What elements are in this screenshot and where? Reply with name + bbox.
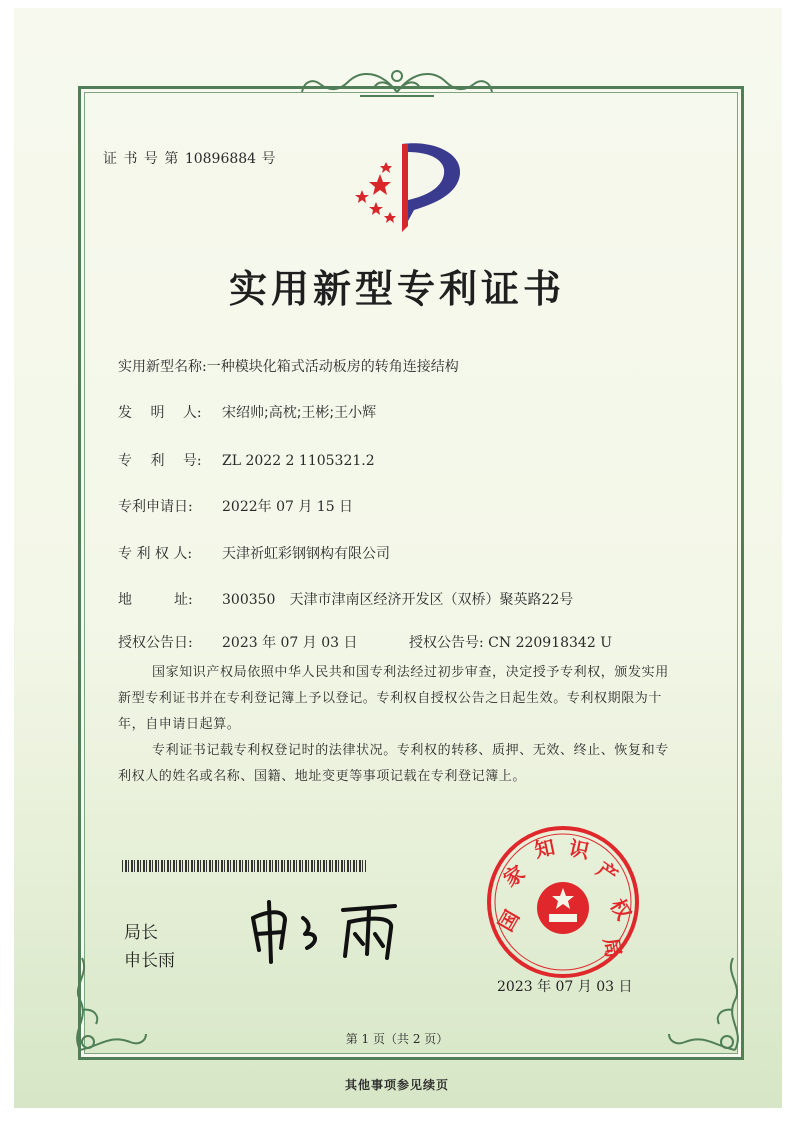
top-ornament	[300, 62, 494, 104]
grant-number-label: 授权公告号:	[409, 635, 484, 651]
grant-date-row	[118, 632, 358, 652]
official-seal	[483, 822, 643, 982]
patent-number-row	[118, 450, 375, 470]
page-number: 第 1 页（共 2 页）	[345, 1032, 449, 1046]
patent-number-value: ZL 2022 2 1105321.2	[222, 453, 375, 469]
barcode	[122, 860, 366, 872]
address-row	[118, 589, 573, 609]
utility-model-name-label: 实用新型名称:	[118, 359, 207, 375]
svg-text:局: 局	[598, 935, 626, 960]
filing-date-label: 专利申请日:	[118, 499, 193, 515]
grant-date-label: 授权公告日:	[118, 635, 193, 651]
patentee-value: 天津祈虹彩钢钢构有限公司	[222, 546, 390, 562]
grant-statement-paragraph: 国家知识产权局依照中华人民共和国专利法经过初步审查，决定授予专利权，颁发实用新型专利证书并在专利登记簿上予以登记。专利权自授权公告之日起生效。专利权期限为十年，自申请日起算。	[118, 665, 669, 732]
grant-number-value: CN 220918342 U	[488, 635, 612, 651]
certificate-number	[103, 148, 277, 168]
grant-number-row	[409, 632, 612, 652]
grant-date-value: 2023 年 07 月 03 日	[222, 635, 358, 651]
patent-number-label: 专 利 号:	[118, 453, 202, 469]
filing-date-value: 2022年 07 月 15 日	[222, 499, 354, 515]
svg-text:权: 权	[605, 894, 637, 924]
svg-text:识: 识	[566, 835, 592, 864]
continuation-note: 其他事项参见续页	[344, 1078, 449, 1092]
inventor-label: 发 明 人:	[118, 405, 202, 421]
address-label: 地 址:	[118, 592, 193, 608]
certificate-title: 实用新型专利证书	[228, 267, 565, 311]
certificate-number-suffix: 号	[261, 151, 277, 167]
address-value: 300350 天津市津南区经济开发区（双桥）聚英路22号	[222, 592, 574, 608]
patentee-row	[118, 543, 390, 563]
director-title: 局长	[124, 923, 158, 943]
svg-text:产: 产	[592, 856, 623, 888]
director-signature	[245, 898, 415, 964]
filing-date-row	[118, 496, 353, 516]
utility-model-name-value: 一种模块化箱式活动板房的转角连接结构	[206, 359, 459, 375]
svg-text:国: 国	[493, 906, 525, 936]
cnipa-logo	[350, 140, 466, 232]
director-name: 申长雨	[124, 951, 175, 971]
seal-date: 2023 年 07 月 03 日	[497, 979, 633, 995]
certificate-number-value: 10896884	[184, 151, 257, 167]
inventor-row	[118, 402, 376, 422]
patentee-label: 专 利 权 人:	[118, 546, 193, 562]
svg-text:家: 家	[498, 860, 530, 892]
inventor-value: 宋绍帅;高枕;王彬;王小辉	[222, 405, 377, 421]
legal-status-paragraph: 专利证书记载专利权登记时的法律状况。专利权的转移、质押、无效、终止、恢复和专利权人的姓名或名称、国籍、地址变更等事项记载在专利登记簿上。	[118, 743, 669, 784]
svg-text:知: 知	[532, 834, 558, 863]
certificate-number-label: 证 书 号 第	[103, 151, 180, 167]
utility-model-name-row	[118, 356, 459, 376]
